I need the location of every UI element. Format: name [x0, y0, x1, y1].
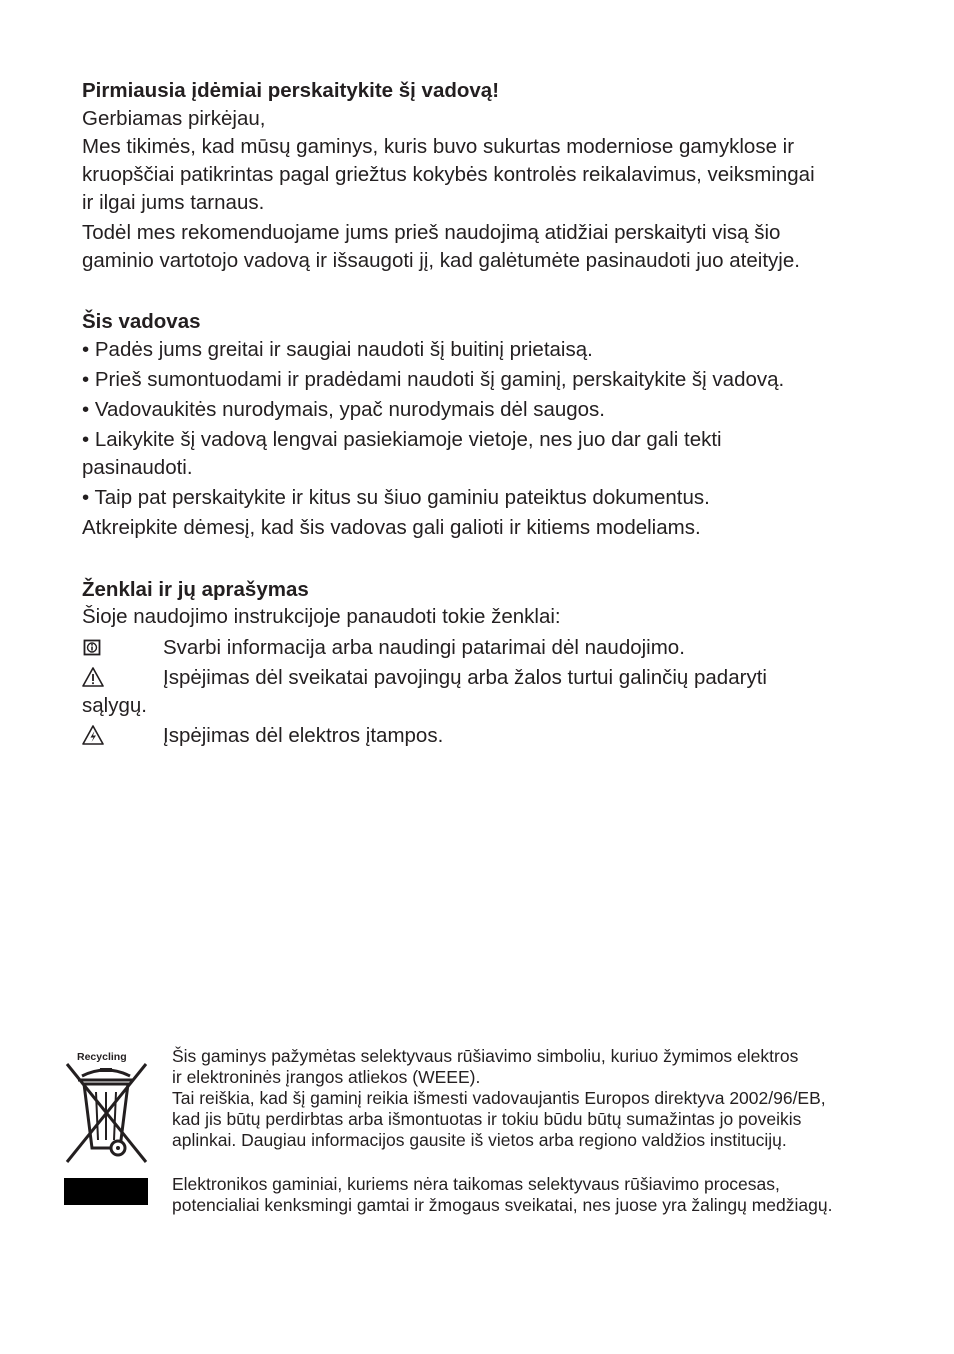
intro-paragraph-2: Todėl mes rekomenduojame jums prieš naudojimą atidžiai perskaityti visą šio gaminio vartotojo vadovą ir išsaugoti jį, kad galėtumėte pasinaudoti juo ateityje. [82, 221, 800, 272]
recycling-paragraph-1: Šis gaminys pažymėtas selektyvaus rūšiavimo simboliu, kuriuo žymimos elektros ir elektroninės įrangos atliekos (WEEE). Tai reiškia, kad šį gaminį reikia išmesti vadovaujantis Europos direktyva 2002/96/EB, kad jis būtų perdirbtas arba išmontuotas ir tokiu būdu būtų sumažintas jo poveikis aplinkai. Daugiau informacijos gausite iš vietos arba regiono valdžios institucijų. [172, 1046, 826, 1150]
electric-warning-icon [82, 724, 104, 746]
manual-bullet-1: • Padės jums greitai ir saugiai naudoti šį buitinį prietaisą. [82, 338, 593, 361]
recycling-label: Recycling [77, 1051, 127, 1063]
intro-greeting: Gerbiamas pirkėjau, [82, 107, 266, 130]
symbols-intro: Šioje naudojimo instrukcijoje panaudoti tokie ženklai: [82, 605, 561, 628]
warning-symbol-text: Įspėjimas dėl sveikatai pavojingų arba žalos turtui galinčių padaryti [163, 666, 767, 689]
warning-icon [82, 666, 104, 688]
manual-bullet-2: • Prieš sumontuodami ir pradėdami naudoti šį gaminį, perskaitykite šį vadovą. [82, 368, 785, 391]
manual-bullet-5: • Taip pat perskaitykite ir kitus su šiuo gaminiu pateiktus dokumentus. [82, 486, 710, 509]
weee-black-bar [64, 1178, 148, 1205]
manual-bullet-3: • Vadovaukitės nurodymais, ypač nurodymais dėl saugos. [82, 398, 605, 421]
voltage-symbol-text: Įspėjimas dėl elektros įtampos. [163, 724, 444, 747]
info-icon [82, 637, 104, 659]
warning-symbol-text-continued: sąlygų. [82, 694, 147, 717]
recycling-paragraph-2: Elektronikos gaminiai, kuriems nėra taikomas selektyvaus rūšiavimo procesas, potencialiai kenksmingi gamtai ir žmogaus sveikatai, nes juose yra žalingų medžiagų. [172, 1174, 833, 1215]
manual-bullet-4: • Laikykite šį vadovą lengvai pasiekiamoje vietoje, nes juo dar gali tekti pasinaudoti. [82, 428, 722, 479]
manual-heading: Šis vadovas [82, 310, 201, 333]
symbols-heading: Ženklai ir jų aprašymas [82, 578, 309, 601]
intro-heading: Pirmiausia įdėmiai perskaitykite šį vadovą! [82, 79, 500, 102]
weee-crossed-bin-icon [62, 1062, 150, 1168]
info-symbol-text: Svarbi informacija arba naudingi patarimai dėl naudojimo. [163, 636, 685, 659]
manual-note: Atkreipkite dėmesį, kad šis vadovas gali galioti ir kitiems modeliams. [82, 516, 701, 539]
intro-paragraph-1: Mes tikimės, kad mūsų gaminys, kuris buvo sukurtas moderniose gamyklose ir kruopščiai patikrintas pagal griežtus kokybės kontrolės reikalavimus, veiksmingai ir ilgai jums tarnaus. [82, 135, 815, 214]
